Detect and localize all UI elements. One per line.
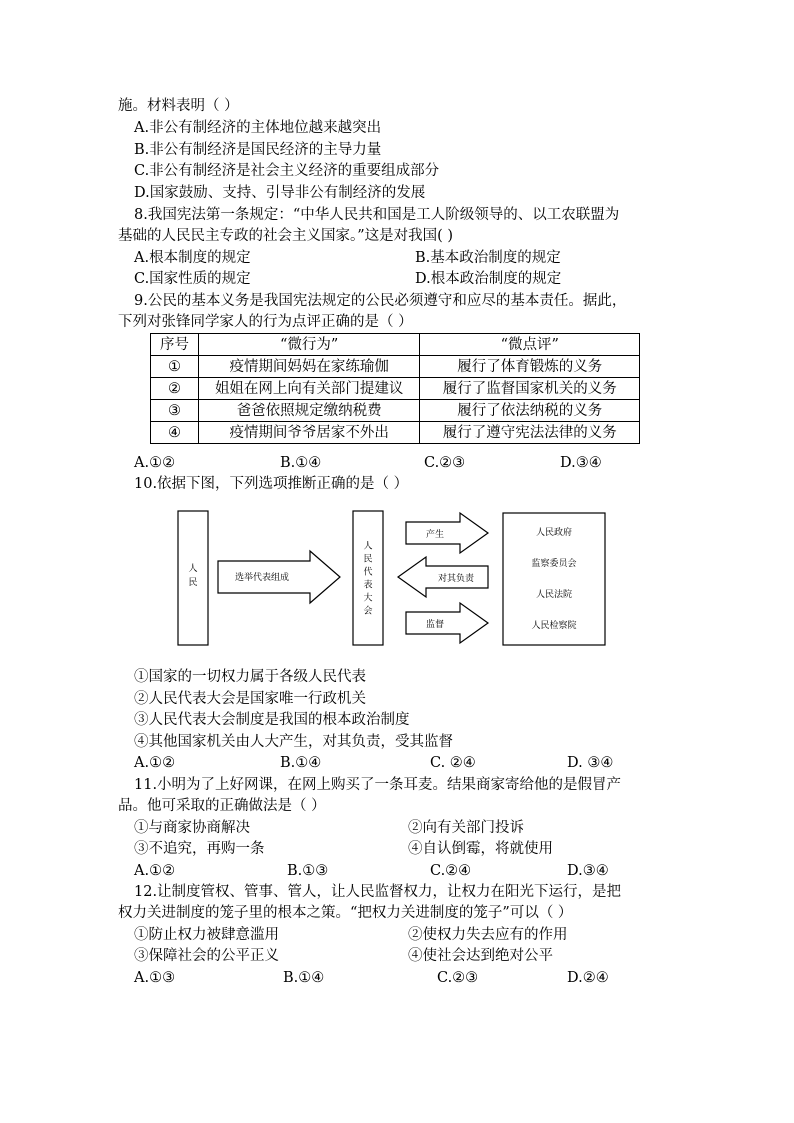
table-cell: ① [151, 356, 199, 378]
q9-option-c: C.②③ [424, 455, 466, 471]
table-header-cell: “微行为” [198, 334, 420, 356]
organ-procuratorate: 人民检察院 [531, 621, 577, 631]
npc-label-char: 代 [363, 567, 373, 578]
q7-option-c: C.非公有制经济是社会主义经济的重要组成部分 [134, 163, 440, 179]
people-label-2: 民 [188, 578, 198, 588]
q9-option-a: A.①② [134, 455, 176, 471]
table-cell: ④ [151, 422, 199, 444]
supervise-arrow [406, 603, 488, 643]
npc-box [353, 511, 383, 645]
q11-option-a: A.①② [134, 863, 176, 879]
elect-label: 选举代表组成 [234, 573, 290, 583]
npc-label-char: 人 [363, 541, 373, 552]
produce-arrow [406, 513, 488, 553]
q12-option-c: C.②③ [437, 970, 479, 986]
table-cell: 姐姐在网上向有关部门提建议 [198, 378, 420, 400]
q12-statement-2: ②使权力失去应有的作用 [408, 927, 568, 943]
q8-stem-1: 8.我国宪法第一条规定：“中华人民共和国是工人阶级领导的、以工农联盟为 [134, 207, 620, 223]
table-cell: ③ [151, 400, 199, 422]
q12-stem-1: 12.让制度管权、管事、管人，让人民监督权力，让权力在阳光下运行，是把 [134, 884, 622, 900]
organ-supervision: 监察委员会 [531, 559, 577, 569]
npc-label-char: 会 [363, 606, 373, 617]
q11-statement-3: ③不追究，再购一条 [134, 841, 265, 857]
q10-option-c: C. ②④ [430, 755, 476, 771]
table-cell: 履行了依法纳税的义务 [420, 400, 640, 422]
npc-structure-diagram [170, 505, 640, 650]
table-cell: 履行了体育锻炼的义务 [420, 356, 640, 378]
q8-option-c: C.国家性质的规定 [134, 271, 251, 287]
q11-option-c: C.②④ [430, 863, 472, 879]
table-row [151, 356, 640, 378]
q9-table [150, 333, 640, 444]
q11-statement-1: ①与商家协商解决 [134, 820, 250, 836]
npc-label-char: 民 [363, 554, 373, 565]
q12-statement-1: ①防止权力被肆意滥用 [134, 927, 279, 943]
q10-statement-4: ④其他国家机关由人大产生，对其负责，受其监督 [134, 734, 453, 750]
q11-option-b: B.①③ [287, 863, 329, 879]
table-header-row [151, 334, 640, 356]
q12-option-b: B.①④ [283, 970, 325, 986]
table-cell: 履行了监督国家机关的义务 [420, 378, 640, 400]
q10-option-a: A.①② [134, 755, 176, 771]
q12-statement-3: ③保障社会的公平正义 [134, 948, 279, 964]
produce-label: 产生 [425, 530, 445, 540]
table-header-cell: “微点评” [420, 334, 640, 356]
table-row [151, 400, 640, 422]
q10-statement-3: ③人民代表大会制度是我国的根本政治制度 [134, 712, 410, 728]
q12-statement-4: ④使社会达到绝对公平 [408, 948, 553, 964]
q10-statement-1: ①国家的一切权力属于各级人民代表 [134, 669, 366, 685]
table-cell: 疫情期间爷爷居家不外出 [198, 422, 420, 444]
q11-statement-2: ②向有关部门投诉 [408, 820, 524, 836]
line-q7-tail: 施。材料表明（ ） [118, 98, 239, 114]
q9-stem-1: 9.公民的基本义务是我国宪法规定的公民必须遵守和应尽的基本责任。据此， [134, 293, 627, 309]
q7-option-a: A.非公有制经济的主体地位越来越突出 [134, 120, 382, 136]
table-cell: ② [151, 378, 199, 400]
responsible-label: 对其负责 [437, 574, 475, 584]
q12-option-d: D.②④ [567, 970, 609, 986]
organ-government: 人民政府 [535, 528, 573, 538]
q8-stem-2: 基础的人民民主专政的社会主义国家。”这是对我国( ) [118, 228, 454, 244]
q10-stem: 10.依据下图，下列选项推断正确的是（ ） [134, 476, 409, 492]
table-row [151, 378, 640, 400]
table-header-cell: 序号 [151, 334, 199, 356]
q9-option-b: B.①④ [280, 455, 322, 471]
q9-option-d: D.③④ [560, 455, 602, 471]
npc-label-char: 大 [363, 593, 373, 604]
q11-stem-1: 11.小明为了上好网课，在网上购买了一条耳麦。结果商家寄给他的是假冒产 [134, 777, 622, 793]
q9-stem-2: 下列对张锋同学家人的行为点评正确的是（ ） [118, 314, 413, 330]
q8-option-b: B.基本政治制度的规定 [415, 250, 561, 266]
q12-stem-2: 权力关进制度的笼子里的根本之策。“把权力关进制度的笼子”可以（ ） [118, 905, 573, 921]
organ-court: 人民法院 [535, 590, 573, 600]
people-label-1: 人 [188, 564, 198, 574]
q12-option-a: A.①③ [134, 970, 176, 986]
q10-option-b: B.①④ [280, 755, 322, 771]
q8-option-d: D.根本政治制度的规定 [415, 271, 562, 287]
q11-stem-2: 品。他可采取的正确做法是（ ） [118, 798, 326, 814]
q7-option-b: B.非公有制经济是国民经济的主导力量 [134, 142, 382, 158]
q8-option-a: A.根本制度的规定 [134, 250, 251, 266]
q10-option-d: D. ③④ [567, 755, 614, 771]
table-row [151, 422, 640, 444]
table-cell: 履行了遵守宪法法律的义务 [420, 422, 640, 444]
supervise-label: 监督 [425, 620, 445, 630]
table-cell: 疫情期间妈妈在家练瑜伽 [198, 356, 420, 378]
q11-statement-4: ④自认倒霉，将就使用 [408, 841, 553, 857]
q7-option-d: D.国家鼓励、支持、引导非公有制经济的发展 [134, 185, 426, 201]
npc-label-char: 表 [363, 580, 373, 591]
table-cell: 爸爸依照规定缴纳税费 [198, 400, 420, 422]
q11-option-d: D.③④ [567, 863, 609, 879]
q10-statement-2: ②人民代表大会是国家唯一行政机关 [134, 691, 366, 707]
